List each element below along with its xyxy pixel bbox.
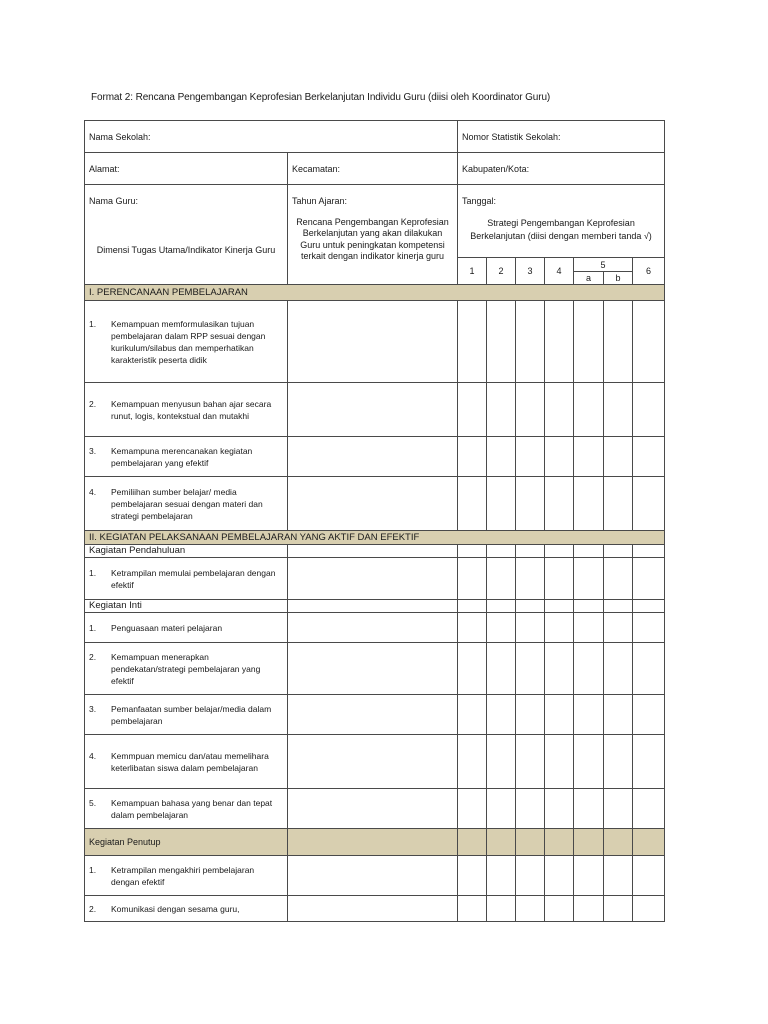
check-cell[interactable]	[516, 437, 545, 477]
check-cell[interactable]	[545, 558, 574, 600]
date-field[interactable]	[458, 185, 665, 217]
check-cell[interactable]	[633, 613, 665, 643]
school-stat-number-label: Nomor Statistik Sekolah:	[462, 131, 561, 142]
check-cell[interactable]	[633, 437, 665, 477]
check-cell[interactable]	[516, 856, 545, 896]
plan-cell[interactable]	[288, 383, 458, 437]
indicator-cell	[85, 613, 288, 643]
check-cell[interactable]	[604, 613, 633, 643]
check-cell[interactable]	[516, 301, 545, 383]
check-cell[interactable]	[458, 437, 487, 477]
check-cell[interactable]	[516, 600, 545, 613]
check-cell[interactable]	[516, 896, 545, 922]
indicator-cell	[85, 643, 288, 695]
check-cell[interactable]	[545, 437, 574, 477]
check-cell[interactable]	[574, 695, 604, 735]
check-cell[interactable]	[574, 735, 604, 789]
check-cell[interactable]	[633, 545, 665, 558]
check-cell[interactable]	[516, 477, 545, 531]
indicator-text: Penguasaan materi pelajaran	[111, 622, 223, 633]
check-cell[interactable]	[604, 383, 633, 437]
check-cell[interactable]	[633, 695, 665, 735]
indicator-text: Kemampuan menyusun bahan ajar secara runut, logis, kontekstual dan mutakhi	[111, 398, 272, 421]
teacher-name-label: Nama Guru:	[89, 195, 139, 206]
check-cell[interactable]	[633, 735, 665, 789]
check-cell[interactable]	[604, 600, 633, 613]
check-cell[interactable]	[545, 477, 574, 531]
plan-cell[interactable]	[288, 545, 458, 558]
check-cell[interactable]	[633, 829, 665, 856]
check-cell[interactable]	[633, 643, 665, 695]
check-cell[interactable]	[487, 695, 516, 735]
check-cell[interactable]	[516, 643, 545, 695]
check-cell[interactable]	[458, 896, 487, 922]
table-row	[85, 558, 665, 600]
indicator-number: 2.	[89, 651, 97, 662]
document-title: Format 2: Rencana Pengembangan Keprofesian Berkelanjutan Individu Guru (diisi oleh Koordinator Guru)	[91, 92, 551, 103]
check-cell[interactable]	[545, 735, 574, 789]
table-row	[85, 477, 665, 531]
check-cell[interactable]	[516, 789, 545, 829]
check-cell[interactable]	[516, 545, 545, 558]
check-cell[interactable]	[545, 383, 574, 437]
check-cell[interactable]	[604, 437, 633, 477]
plan-cell[interactable]	[288, 477, 458, 531]
table-row	[85, 383, 665, 437]
check-cell[interactable]	[604, 643, 633, 695]
check-cell[interactable]	[574, 789, 604, 829]
check-cell[interactable]	[604, 735, 633, 789]
check-cell[interactable]	[487, 643, 516, 695]
indicator-cell	[85, 695, 288, 735]
check-cell[interactable]	[545, 545, 574, 558]
check-cell[interactable]	[574, 558, 604, 600]
subsection-pendahuluan-title: Kagiatan Pendahuluan	[85, 545, 288, 558]
table-row	[85, 896, 665, 922]
check-cell[interactable]	[458, 789, 487, 829]
check-cell[interactable]	[458, 735, 487, 789]
check-cell[interactable]	[604, 829, 633, 856]
check-cell[interactable]	[458, 383, 487, 437]
check-cell[interactable]	[545, 896, 574, 922]
indicator-number: 4.	[89, 486, 97, 497]
table-row	[85, 856, 665, 896]
indicator-text: Pemiliihan sumber belajar/ media pembelajaran sesuai dengan materi dan strategi pembelajaran	[111, 486, 263, 521]
indicator-cell	[85, 856, 288, 896]
check-cell[interactable]	[458, 829, 487, 856]
indicator-text: Komunikasi dengan sesama guru,	[111, 903, 240, 914]
check-cell[interactable]	[633, 896, 665, 922]
indicator-number: 2.	[89, 398, 97, 409]
indicator-number: 3.	[89, 445, 97, 456]
check-cell[interactable]	[604, 545, 633, 558]
check-cell[interactable]	[487, 600, 516, 613]
plan-cell[interactable]	[288, 695, 458, 735]
check-cell[interactable]	[604, 695, 633, 735]
date-label: Tanggal:	[462, 195, 497, 206]
col-2-header: 2	[487, 258, 516, 285]
check-cell[interactable]	[487, 545, 516, 558]
check-cell[interactable]	[604, 477, 633, 531]
check-cell[interactable]	[487, 558, 516, 600]
plan-cell[interactable]	[288, 856, 458, 896]
teacher-name-field[interactable]	[85, 185, 288, 217]
indicator-number: 1.	[89, 567, 97, 578]
indicator-text: Ketrampilan mengakhiri pembelajaran dengan efektif	[111, 864, 255, 887]
plan-cell[interactable]	[288, 301, 458, 383]
check-cell[interactable]	[633, 600, 665, 613]
check-cell[interactable]	[458, 600, 487, 613]
check-cell[interactable]	[604, 301, 633, 383]
table-row	[85, 437, 665, 477]
indicator-text: Kemampuan memformulasikan tujuan pembelajaran dalam RPP sesuai dengan kurikulum/silabus dan memperhatikan karakteristik peserta didik	[111, 318, 266, 365]
check-cell[interactable]	[487, 477, 516, 531]
check-cell[interactable]	[516, 695, 545, 735]
check-cell[interactable]	[545, 600, 574, 613]
check-cell[interactable]	[574, 383, 604, 437]
indicator-number: 3.	[89, 703, 97, 714]
indicator-cell	[85, 558, 288, 600]
check-cell[interactable]	[545, 789, 574, 829]
pkb-plan-table	[84, 120, 665, 922]
rencana-header: Rencana Pengembangan Keprofesian Berkelanjutan yang akan dilakukan Guru untuk peningkatan kompetensi terkait dengan indikator kinerja guru	[288, 217, 458, 285]
check-cell[interactable]	[487, 829, 516, 856]
table-row	[85, 613, 665, 643]
strategi-header: Strategi Pengembangan Keprofesian Berkelanjutan (diisi dengan memberi tanda √)	[458, 217, 665, 258]
check-cell[interactable]	[633, 383, 665, 437]
plan-cell[interactable]	[288, 600, 458, 613]
indicator-cell	[85, 301, 288, 383]
dimensi-header: Dimensi Tugas Utama/Indikator Kinerja Guru	[85, 217, 288, 285]
check-cell[interactable]	[487, 789, 516, 829]
indicator-text: Kemampuan menerapkan pendekatan/strategi pembelajaran yang efektif	[111, 651, 261, 686]
col-1-header: 1	[458, 258, 487, 285]
check-cell[interactable]	[516, 383, 545, 437]
subdistrict-field[interactable]	[288, 153, 458, 185]
col-3-header: 3	[516, 258, 545, 285]
check-cell[interactable]	[574, 545, 604, 558]
check-cell[interactable]	[487, 613, 516, 643]
indicator-text: Kemampuna merencanakan kegiatan pembelajaran yang efektif	[111, 445, 253, 468]
indicator-cell	[85, 383, 288, 437]
check-cell[interactable]	[458, 856, 487, 896]
indicator-text: Kemmpuan memicu dan/atau memelihara keterlibatan siswa dalam pembelajaran	[111, 750, 269, 773]
indicator-cell	[85, 437, 288, 477]
check-cell[interactable]	[545, 695, 574, 735]
check-cell[interactable]	[574, 856, 604, 896]
academic-year-field[interactable]	[288, 185, 458, 217]
col-6-header: 6	[633, 258, 665, 285]
indicator-number: 4.	[89, 750, 97, 761]
indicator-text: Kemampuan bahasa yang benar dan tepat dalam pembelajaran	[111, 797, 273, 820]
indicator-text: Pemanfaatan sumber belajar/media dalam pembelajaran	[111, 703, 272, 726]
indicator-text: Ketrampilan memulai pembelajaran dengan efektif	[111, 567, 276, 590]
plan-cell[interactable]	[288, 643, 458, 695]
plan-cell[interactable]	[288, 735, 458, 789]
check-cell[interactable]	[574, 437, 604, 477]
check-cell[interactable]	[545, 613, 574, 643]
check-cell[interactable]	[487, 301, 516, 383]
check-cell[interactable]	[604, 856, 633, 896]
subsection-inti-title: Kegiatan Inti	[85, 600, 288, 613]
indicator-cell	[85, 477, 288, 531]
indicator-number: 1.	[89, 318, 97, 329]
plan-cell[interactable]	[288, 829, 458, 856]
check-cell[interactable]	[487, 383, 516, 437]
indicator-cell	[85, 896, 288, 922]
check-cell[interactable]	[604, 789, 633, 829]
check-cell[interactable]	[574, 613, 604, 643]
check-cell[interactable]	[574, 829, 604, 856]
check-cell[interactable]	[604, 558, 633, 600]
check-cell[interactable]	[458, 477, 487, 531]
section-pelaksanaan-title: II. KEGIATAN PELAKSANAAN PEMBELAJARAN YANG AKTIF DAN EFEKTIF	[85, 531, 665, 545]
check-cell[interactable]	[574, 600, 604, 613]
check-cell[interactable]	[458, 558, 487, 600]
check-cell[interactable]	[574, 643, 604, 695]
check-cell[interactable]	[458, 643, 487, 695]
check-cell[interactable]	[516, 613, 545, 643]
regency-label: Kabupaten/Kota:	[462, 163, 530, 174]
check-cell[interactable]	[545, 643, 574, 695]
check-cell[interactable]	[458, 695, 487, 735]
plan-cell[interactable]	[288, 558, 458, 600]
indicator-number: 2.	[89, 903, 97, 914]
check-cell[interactable]	[487, 437, 516, 477]
plan-cell[interactable]	[288, 789, 458, 829]
indicator-number: 1.	[89, 864, 97, 875]
check-cell[interactable]	[545, 829, 574, 856]
check-cell[interactable]	[574, 477, 604, 531]
academic-year-label: Tahun Ajaran:	[292, 195, 348, 206]
school-stat-number-field[interactable]	[458, 121, 665, 153]
address-field[interactable]	[85, 153, 288, 185]
address-label: Alamat:	[89, 163, 120, 174]
plan-cell[interactable]	[288, 896, 458, 922]
school-name-field[interactable]	[85, 121, 458, 153]
check-cell[interactable]	[516, 558, 545, 600]
check-cell[interactable]	[487, 896, 516, 922]
indicator-cell	[85, 735, 288, 789]
check-cell[interactable]	[545, 301, 574, 383]
col-4-header: 4	[545, 258, 574, 285]
col-5b-header: b	[604, 272, 633, 285]
table-row	[85, 695, 665, 735]
section-perencanaan-title: I. PERENCANAAN PEMBELAJARAN	[85, 285, 665, 301]
col-5a-header: a	[574, 272, 604, 285]
check-cell[interactable]	[633, 301, 665, 383]
check-cell[interactable]	[487, 735, 516, 789]
indicator-number: 1.	[89, 622, 97, 633]
check-cell[interactable]	[487, 856, 516, 896]
check-cell[interactable]	[458, 301, 487, 383]
regency-field[interactable]	[458, 153, 665, 185]
table-row	[85, 735, 665, 789]
check-cell[interactable]	[574, 301, 604, 383]
check-cell[interactable]	[633, 558, 665, 600]
check-cell[interactable]	[516, 735, 545, 789]
check-cell[interactable]	[458, 613, 487, 643]
check-cell[interactable]	[604, 896, 633, 922]
school-name-label: Nama Sekolah:	[89, 131, 151, 142]
check-cell[interactable]	[458, 545, 487, 558]
table-row	[85, 301, 665, 383]
check-cell[interactable]	[545, 856, 574, 896]
table-row	[85, 643, 665, 695]
indicator-number: 5.	[89, 797, 97, 808]
indicator-cell	[85, 789, 288, 829]
check-cell[interactable]	[516, 829, 545, 856]
check-cell[interactable]	[633, 477, 665, 531]
plan-cell[interactable]	[288, 437, 458, 477]
col-5-header: 5	[574, 258, 633, 272]
subdistrict-label: Kecamatan:	[292, 163, 341, 174]
check-cell[interactable]	[574, 896, 604, 922]
check-cell[interactable]	[633, 789, 665, 829]
subsection-penutup-title: Kegiatan Penutup	[85, 829, 288, 856]
table-row	[85, 789, 665, 829]
plan-cell[interactable]	[288, 613, 458, 643]
check-cell[interactable]	[633, 856, 665, 896]
